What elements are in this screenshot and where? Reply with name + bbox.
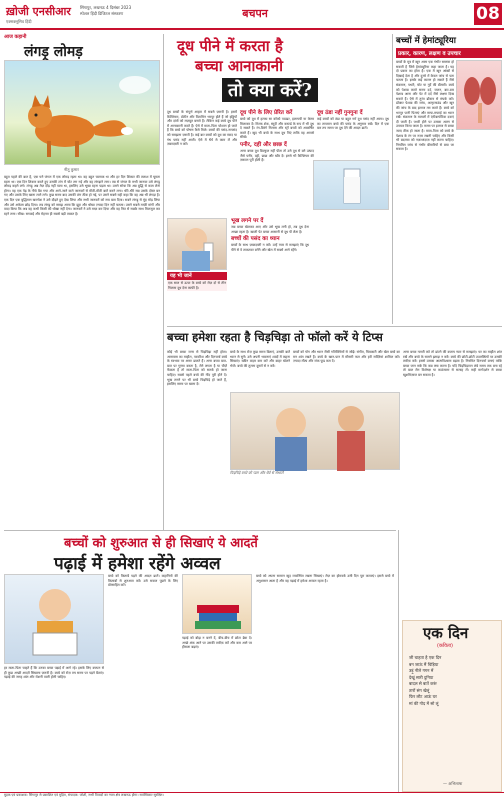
study-col2: बच्चे को किताबें पढ़ने की आदत डालें। कहानियों की किताबों से शुरुआत करें। उसे सवाल पूछने के लिए प्रोत्साहित करें। [108,574,178,588]
study-photo-2 [182,574,252,634]
milk-col3-head: दूध ठंडा नहीं गुनगुना दें [317,110,363,116]
poem-line: फिर लौट आऊं घर [409,694,437,699]
tips-col2: बच्चे के साथ रोज़ कुछ समय बिताएं, उसकी बातें ध्यान से सुनें। उसे अपनी भावनाएं शब्दों में कहना सिखाएं। स्क्रीन टाइम कम करें और बाहर खेलने भेजें। बच्चे की तुलना दूसरों से न करें। [230,350,290,368]
fox-illustration [4,60,160,165]
hematuria-article [396,34,502,324]
milk-col3 [317,110,389,131]
poem-line: बादल से बातें करूं [409,681,437,686]
dateline [80,5,170,17]
milk-col1: दूध बच्चों के संपूर्ण आहार में सबसे ज़रूरी है। इसमें कैल्शियम, प्रोटीन और विटामिन भरपूर होते हैं जो हड्डियों और दांतों को मज़बूत बनाते हैं। लेकिन कई बच्चे दूध पीने में आनाकानी करते हैं। ऐसे में माता-पिता परेशान हो जाते हैं कि बच्चे को पोषण कैसे मिले। बच्चों की पसंद-नापसंद को समझना ज़रूरी है। कई बार बच्चों को दूध का स्वाद या गंध पसंद नहीं आती। ऐसे में धैर्य से काम लें और ज़बरदस्ती न करें। [167,110,237,147]
study-title-line1: बच्चों को शुरुआत से ही सिखाएं ये आदतें [64,536,258,551]
study-photo [4,574,104,664]
poem-line: उड़ूं नीले गगन में [409,668,434,673]
tips-col3: अगर बच्चा गलती करे तो डांटने की बजाय प्यार से समझाएं। घर का माहौल शांत रखें और बच्चे के सामने झगड़ा न करें। बच्चे की छोटी-छोटी उपलब्धियों पर उसकी तारीफ़ करें। इससे उसका आत्मविश्वास बढ़ता है। नियमित दिनचर्या बनाएं ताकि बच्चा जान सके कि कब क्या करना है। यदि चिड़चिड़ापन लंबे समय तक बना रहे तो बाल रोग विशेषज्ञ या काउंसलर से सलाह लें। सही मार्गदर्शन से बच्चा खुशमिज़ाज बन सकता है। [403,350,502,377]
milk-col3b-text: जब बच्चा खेलकर आए और उसे भूख लगी हो, तब दूध देना अच्छा रहता है। खाली पेट बच्चा आसानी से दूध पी लेता है। [231,225,309,234]
milk-glass-icon [314,161,390,211]
child-reading-icon [5,575,105,665]
dateline-edition: स्पेशल हिंदी डिजिटल संस्करण [80,11,124,16]
story-body: बहुत पहले की बात है, एक घने जंगल में एक लोमड़ रहता था। वह बहुत चालाक था और हर दिन शिकार की तलाश में घूमता रहता था। एक दिन शिकार करते हुए उसकी टांग में चोट लग गई और वह लंगड़ाने लगा। तब से जंगल के सभी जानवर उसे लंगड़ू लोमड़ कहने लगे। लंगड़ू अब तेज़ दौड़ नहीं पाता था, इसलिए उसे भूखा रहना पड़ता था। उसने सोचा कि अब बुद्धि से काम लेना होगा। वह एक पेड़ के नीचे बैठ गया और आने-जाने वाले जानवरों से मीठी-मीठी बातें करने लगा। धीरे-धीरे सब उसके दोस्त बन गए और उसके लिए खाना लाने लगे। कुछ समय बाद उसकी टांग ठीक हो गई, पर उसने सबसे यही कहा कि वह अब भी लंगड़ा है। एक दिन एक बुद्धिमान खरगोश ने उसे दौड़ते हुए देख लिया और सभी जानवरों को सच बता दिया। सबने लंगड़ू से मुंह मोड़ लिया और उसे अकेला छोड़ दिया। तब लंगड़ू को समझ आया कि झूठ और धोखा ज़्यादा दिन नहीं चलता। उसने सबसे माफ़ी मांगी और वादा किया कि अब वह कभी किसी को धोखा नहीं देगा। जानवरों ने उसे माफ़ कर दिया और वह फिर से सबके साथ मिलजुल कर रहने लगा। सीख: सच्चाई और मेहनत ही सबसे बड़ी ताकत है। [4,175,160,216]
poem-subtitle: (कविता) [437,643,453,649]
study-col3: पढ़ाई को बोझ न बनने दें, बीच-बीच में छोटा ब्रेक दें। अच्छे अंक आने पर उसकी तारीफ़ करें और कम आने पर हौसला बढ़ाएं। [182,636,252,650]
milk-col2 [240,110,314,163]
milk-col2b-text: अगर बच्चा दूध बिल्कुल नहीं पीता तो उसे दूध से बने उत्पाद जैसे पनीर, दही, छाछ और खीर दें। इनसे भी कैल्शियम की ज़रूरत पूरी होती है। [240,148,314,163]
milk-box-text: एक साल से ऊपर के बच्चे को रोज़ दो से तीन गिलास दूध देना काफी है। [168,281,226,290]
poem-box [402,620,502,792]
milk-title-line1: दूध पीने में करता है [177,37,283,55]
section-divider [167,326,502,327]
poem-line: बन जाऊं मैं चिड़िया [409,661,439,667]
hematuria-body: बच्चों के मूत्र में खून आना एक गंभीर समस्या हो सकती है जिसे हेमांट्यूरिया कहा जाता है। यह दो प्रकार का होता है। एक में खून आंखों से दिखाई देता है और दूसरे में केवल जांच से पता चलता है। इसके कई कारण हो सकते हैं जैसे संक्रमण, पथरी, चोट या गुर्दे की बीमारी। बच्चे को पेशाब करते समय दर्द, जलन, बार-बार पेशाब आना और पेट में दर्द जैसे लक्षण दिख सकते हैं। ऐसे में तुरंत डॉक्टर से संपर्क करें। डॉक्टर पेशाब की जांच, अल्ट्रासाउंड और खून की जांच के बाद इलाज तय करते हैं। बच्चे को भरपूर पानी पिलाएं और साफ-सफाई का ध्यान रखें। संक्रमण के मामलों में एंटीबायोटिक दवाएं दी जाती हैं। पथरी होने पर उसका अलग से उपचार किया जाता है। समय पर इलाज से बच्चा जल्द ठीक हो जाता है। माता-पिता को बच्चे के पेशाब के रंग पर नज़र रखनी चाहिए और किसी भी बदलाव को नज़रअंदाज़ नहीं करना चाहिए। नियमित जांच से गंभीर बीमारियों से बचा जा सकता है। [396,60,454,152]
poem-title: एक दिन [423,624,469,642]
story-author: नीतू कुमार [64,167,79,172]
milk-photo-2 [313,160,389,210]
milk-col3-extra [231,218,309,252]
study-header [4,530,396,572]
milk-col3-head2: भूख लगने पर दें [231,218,264,224]
section-name: बचपन [242,7,268,20]
poem-line: तारों संग खेलूं [409,687,430,693]
hematuria-illustration [456,60,502,130]
crying-child-icon [231,393,401,471]
study-col4: बच्चे को अपना सामान खुद व्यवस्थित रखना सिखाएं। रोज़ का होमवर्क उसी दिन पूरा करवाएं। इससे बच्चे में अनुशासन आता है और वह पढ़ाई में हमेशा अव्वल रहता है। [256,574,394,583]
masthead [0,0,504,30]
tips-caption: चिड़चिड़े बच्चे को प्यार और धैर्य से संभालें [230,471,284,475]
poem-author: — अभिलाषा [443,781,463,786]
tips-col4: बच्चों को योग और ध्यान जैसी गतिविधियों से जोड़ें। संगीत, चित्रकारी और खेल बच्चे का मन शांत रखते हैं। बच्चे के खान-पान में मौसमी फल और हरी सब्ज़ियां शामिल करें। ज़्यादा मीठा और जंक फूड कम दें। [293,350,400,364]
story-title: लंगड़ू लोमड़ [24,44,83,60]
hematuria-title: बच्चों में हेमांट्यूरिया [396,36,456,46]
milk-photo-1 [167,218,227,270]
newspaper-logo: ख़ोजी एनसीआर [6,5,71,18]
poem-line: देखूं सारी दुनिया [409,674,434,680]
poem-lines [409,655,499,707]
story-kicker: आज कहानी [4,34,27,40]
milk-col3c-text: बच्चों के साथ ज़बरदस्ती न करें। उन्हें प्यार से समझाएं कि दूध पीने से वे ताकतवर बनेंगे और खेल में सबसे आगे रहेंगे। [231,243,309,252]
books-icon [183,575,253,635]
tips-photo [230,392,400,470]
fox-icon [5,61,161,166]
tips-header [167,328,502,348]
milk-col2-text: बच्चे को दूध में हल्का सा कोको पाउडर, इलायची या केसर मिलाकर दें। मिल्क शेक, स्मूदी और कस्टर्ड के रूप में भी दूध दे सकते हैं। रंग-बिरंगे गिलास और स्ट्रॉ बच्चों को आकर्षित करते हैं। खुद भी बच्चे के साथ दूध पिएं ताकि वह आपसे सीखे। [240,117,314,140]
milk-col3-head3: बच्चों की पसंद का ध्यान [231,236,280,243]
milk-title-line3: तो क्या करें? [222,78,318,102]
dateline-date: सिंगापुर, लखनऊ 4 दिसंबर 2023 [80,5,132,10]
tips-title: बच्चा हमेशा रहता है चिड़चिड़ा तो फॉलो करें ये टिप्स [167,330,383,344]
poem-line: मां की गोद में सो लूं [409,700,439,706]
poem-line: जी चाहता है एक दिन [409,655,442,660]
milk-title-line2: बच्चा आनाकानी [195,57,284,75]
milk-infobox [167,272,227,291]
footer-imprint: मुद्रक एवं प्रकाशक: सिंगापुर से प्रकाशित एवं मुद्रित, संपादक: जोशी, सभी विवादों का न्याय क्षेत्र लखनऊ होगा। सर्वाधिकार सुरक्षित। [4,793,164,797]
kidney-icon [457,61,503,131]
milk-col3-text: कई बच्चों को ठंडा या बहुत गर्म दूध पसंद नहीं आता। दूध का तापमान बच्चे की पसंद के अनुसार रखें। दिन में एक बार तय समय पर दूध देने की आदत डालें। [317,117,389,131]
child-drinking-milk-icon [168,219,228,271]
column-divider [392,34,393,324]
page-number: 08 [474,3,502,25]
story-section [4,34,160,559]
logo-tagline: एक्सक्लूसिव हिंदी [6,19,32,24]
column-divider [398,530,399,792]
milk-col2-head: दूध पीने के लिए प्रेरित करें [240,110,293,116]
milk-box-head: यह भी जानें [167,272,227,280]
milk-col2-head2: पनीर, दही और छाछ दें [240,141,287,148]
study-title-line2: पढ़ाई में हमेशा रहेंगे अव्वल [54,554,221,574]
hematuria-subtitle: प्रकार, कारण, लक्षण व उपचार [396,48,502,58]
tips-col1: कोई भी बच्चा जन्म से चिड़चिड़ा नहीं होता। आसपास का माहौल, परवरिश और दिनचर्या बच्चे के स्वभाव पर असर डालते हैं। अगर बच्चा बात-बात पर गुस्सा करता है, रोने लगता है या चीज़ें फेंकता है तो माता-पिता को सतर्क हो जाना चाहिए। सबसे पहले बच्चे की नींद पूरी होने दें। भूख लगने पर भी बच्चे चिड़चिड़े हो जाते हैं, इसलिए समय पर खाना दें। [167,350,227,387]
column-divider [163,34,164,559]
study-col1: हर माता-पिता चाहते हैं कि उनका बच्चा पढ़ाई में आगे रहे। इसके लिए बचपन से ही कुछ अच्छी आदतें सिखाना ज़रूरी है। बच्चे को रोज़ तय समय पर पढ़ने बैठाएं। पढ़ाई की जगह शांत और रोशनी वाली होनी चाहिए। [4,666,104,680]
